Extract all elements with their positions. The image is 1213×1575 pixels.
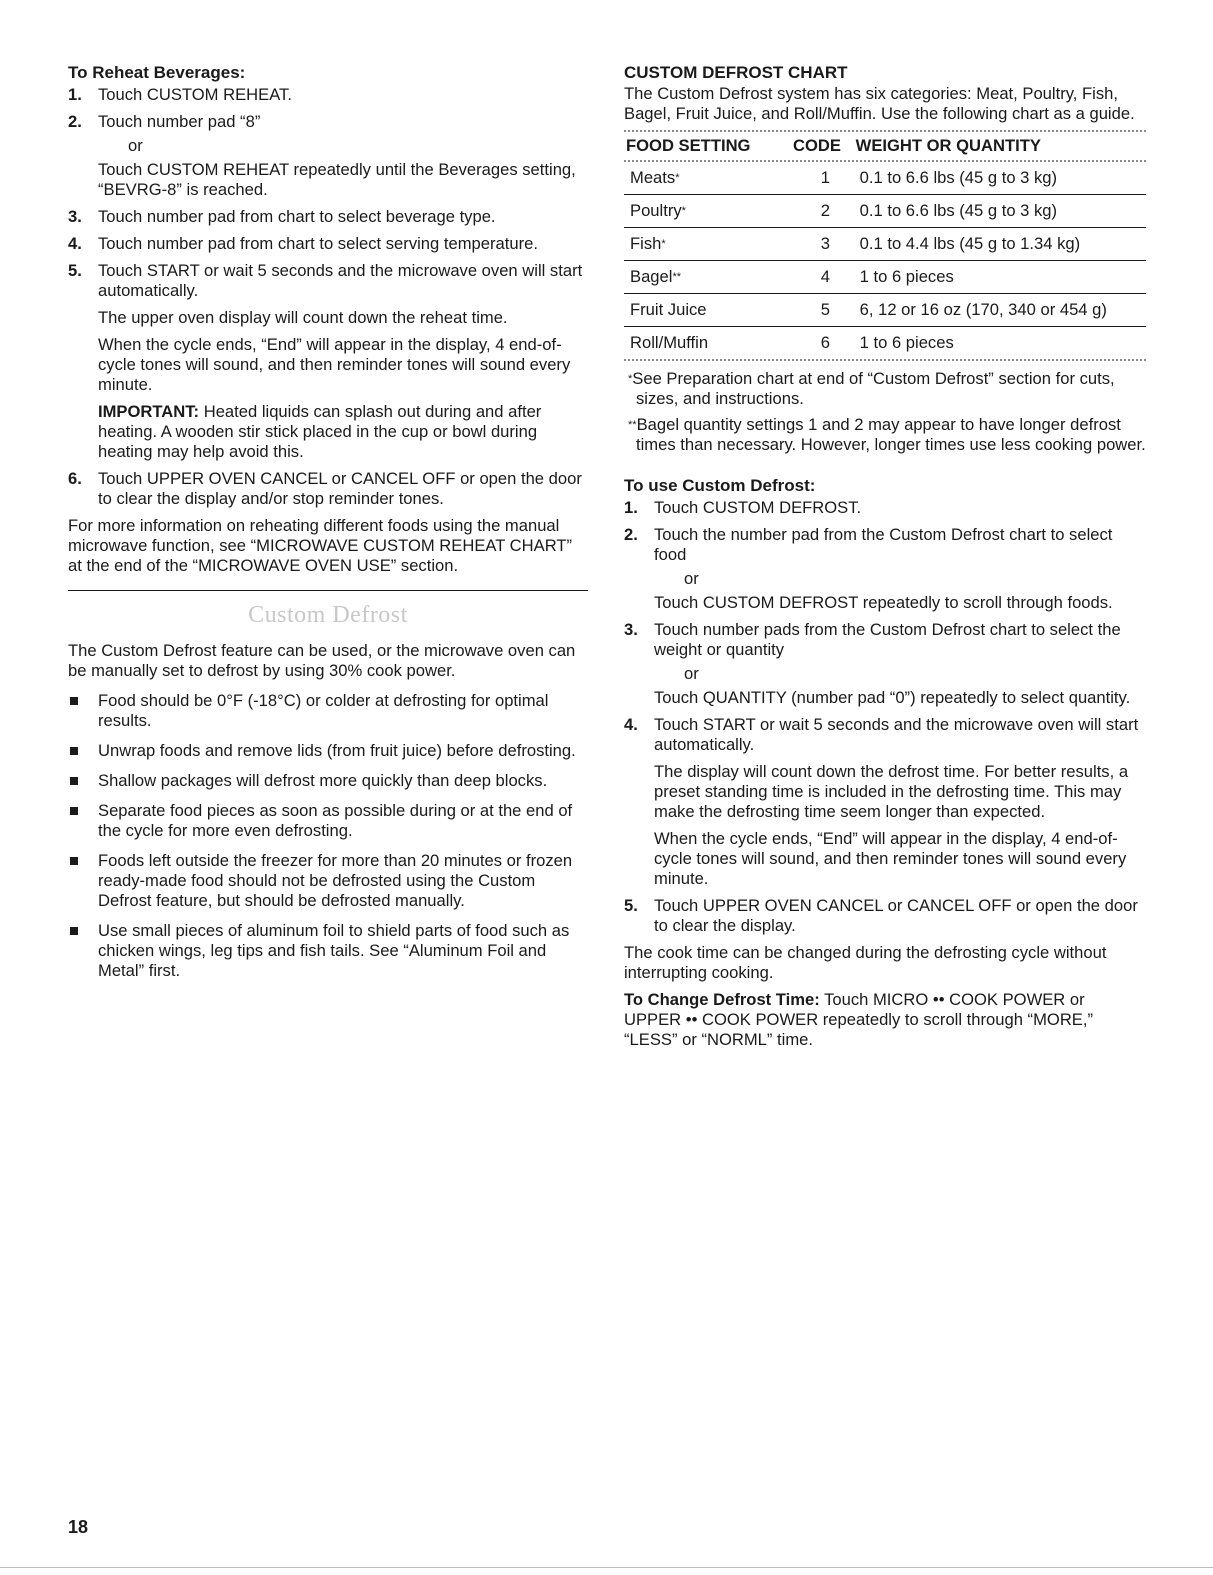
right-column <box>624 62 1146 1050</box>
important-note: IMPORTANT: Heated liquids can splash out during and after heating. A wooden stir stick placed in the cup or bowl during heating may help avoid this. <box>98 402 542 461</box>
custom-defrost-intro: The Custom Defrost feature can be used, or the microwave oven can be manually set to defrost by using 30% cook power. <box>68 641 576 680</box>
reheat-step-4: 4. Touch number pad from chart to select serving temperature. <box>68 234 538 253</box>
defrost-tips-list <box>68 691 588 981</box>
reheat-step-2: 2. Touch number pad “8” or Touch CUSTOM REHEAT repeatedly until the Beverages setting, “BEVRG-8” is reached. <box>68 112 588 200</box>
change-defrost-time-note: To Change Defrost Time: Touch MICRO •• COOK POWER or UPPER •• COOK POWER repeatedly to scroll through “MORE,” “LESS” or “NORML” time. <box>624 990 1094 1049</box>
reheat-step-3: 3. Touch number pad from chart to select beverage type. <box>68 207 496 226</box>
food-cell: Fish* <box>624 228 791 261</box>
weight-cell: 0.1 to 4.4 lbs (45 g to 1.34 kg) <box>854 228 1146 261</box>
use-custom-defrost-heading: To use Custom Defrost: <box>624 476 816 495</box>
custom-defrost-section-title: Custom Defrost <box>248 602 408 628</box>
weight-cell: 6, 12 or 16 oz (170, 340 or 454 g) <box>854 294 1146 327</box>
square-bullet-icon <box>70 927 78 935</box>
step-detail: When the cycle ends, “End” will appear in the display, 4 end-of-cycle tones will sound, and then reminder tones will sound every minute. <box>98 335 571 394</box>
chart-footnote-2: **Bagel quantity settings 1 and 2 may appear to have longer defrost times than necessary. However, longer times use less cooking power. <box>628 415 1146 454</box>
or-separator: or <box>684 664 699 683</box>
list-item: Use small pieces of aluminum foil to shield parts of food such as chicken wings, leg tips and fish tails. See “Aluminum Foil and Metal” first. <box>68 921 588 981</box>
page-bottom-edge <box>0 1567 1213 1568</box>
code-cell: 4 <box>791 261 854 294</box>
list-item: Separate food pieces as soon as possible during or at the end of the cycle for more even defrosting. <box>68 801 588 841</box>
reheat-step-6: 6. Touch UPPER OVEN CANCEL or CANCEL OFF or open the door to clear the display and/or stop reminder tones. <box>68 469 582 508</box>
defrost-step-1: 1. Touch CUSTOM DEFROST. <box>624 498 862 517</box>
reheat-step-5: 5. Touch START or wait 5 seconds and the microwave oven will start automatically. The upper oven display will count down the reheat time. When the cycle ends, “End” will appear in the display, 4 end-of-cycle tones will sound, and then reminder tones will sound every minute. IMPORTANT: Heated liquids can splash out during and after heating. A wooden stir stick placed in the cup or bowl during heating may help avoid this. <box>68 261 588 462</box>
use-defrost-steps <box>624 498 1146 936</box>
reheat-steps <box>68 85 588 509</box>
square-bullet-icon <box>70 777 78 785</box>
defrost-chart-heading: CUSTOM DEFROST CHART <box>624 63 848 82</box>
reheat-beverages-heading: To Reheat Beverages: <box>68 63 246 82</box>
table-header-row <box>624 132 1146 160</box>
table-row <box>624 162 1146 195</box>
chart-footnote-1: *See Preparation chart at end of “Custom Defrost” section for cuts, sizes, and instructions. <box>628 369 1115 408</box>
more-info-paragraph: For more information on reheating different foods using the manual microwave function, see “MICROWAVE CUSTOM REHEAT CHART” at the end of the “MICROWAVE OVEN USE” section. <box>68 516 573 575</box>
table-row <box>624 195 1146 228</box>
code-cell: 1 <box>791 162 854 195</box>
food-cell: Roll/Muffin <box>630 333 709 352</box>
weight-cell: 0.1 to 6.6 lbs (45 g to 3 kg) <box>854 195 1146 228</box>
defrost-step-2: 2. Touch the number pad from the Custom Defrost chart to select food or Touch CUSTOM DEFROST repeatedly to scroll through foods. <box>624 525 1146 613</box>
table-row <box>624 228 1146 261</box>
column-header-code: CODE <box>793 136 841 155</box>
square-bullet-icon <box>70 697 78 705</box>
defrost-step-5: 5. Touch UPPER OVEN CANCEL or CANCEL OFF or open the door to clear the display. <box>624 896 1138 935</box>
food-cell: Poultry* <box>624 195 791 228</box>
table-row <box>624 294 1146 327</box>
weight-cell: 1 to 6 pieces <box>854 261 1146 294</box>
weight-cell: 0.1 to 6.6 lbs (45 g to 3 kg) <box>854 162 1146 195</box>
food-cell: Meats* <box>624 162 791 195</box>
code-cell: 3 <box>791 228 854 261</box>
defrost-chart-intro: The Custom Defrost system has six categories: Meat, Poultry, Fish, Bagel, Fruit Juice, and Roll/Muffin. Use the following chart as a guide. <box>624 84 1135 123</box>
page-number: 18 <box>68 1517 89 1537</box>
step-alternative: Touch QUANTITY (number pad “0”) repeatedly to select quantity. <box>654 688 1131 707</box>
important-label: IMPORTANT: <box>98 402 200 421</box>
list-item: Food should be 0°F (-18°C) or colder at defrosting for optimal results. <box>68 691 588 731</box>
step-alternative: Touch CUSTOM DEFROST repeatedly to scroll through foods. <box>654 593 1113 612</box>
or-separator: or <box>684 569 699 588</box>
weight-cell: 1 to 6 pieces <box>859 333 954 352</box>
reheat-step-1: 1. Touch CUSTOM REHEAT. <box>68 85 292 104</box>
table-row <box>624 261 1146 294</box>
square-bullet-icon <box>70 857 78 865</box>
food-cell: Fruit Juice <box>624 294 791 327</box>
code-cell: 6 <box>820 333 830 352</box>
step-alternative: Touch CUSTOM REHEAT repeatedly until the Beverages setting, “BEVRG-8” is reached. <box>98 160 576 199</box>
square-bullet-icon <box>70 807 78 815</box>
list-item: Unwrap foods and remove lids (from fruit juice) before defrosting. <box>68 741 588 761</box>
cook-time-note: The cook time can be changed during the defrosting cycle without interrupting cooking. <box>624 943 1107 982</box>
food-cell: Bagel** <box>624 261 791 294</box>
defrost-step-3: 3. Touch number pads from the Custom Defrost chart to select the weight or quantity or Touch QUANTITY (number pad “0”) repeatedly to select quantity. <box>624 620 1146 708</box>
column-header-weight: WEIGHT OR QUANTITY <box>855 136 1041 155</box>
list-item: Shallow packages will defrost more quickly than deep blocks. <box>68 771 588 791</box>
or-separator: or <box>128 136 143 155</box>
step-detail: When the cycle ends, “End” will appear in the display, 4 end-of-cycle tones will sound, and then reminder tones will sound every minute. <box>654 829 1127 888</box>
step-detail: The display will count down the defrost time. For better results, a preset standing time is included in the defrosting time. This may make the defrosting time seem longer than expected. <box>654 762 1129 821</box>
column-header-food: FOOD SETTING <box>626 136 751 155</box>
code-cell: 5 <box>791 294 854 327</box>
list-item: Foods left outside the freezer for more than 20 minutes or frozen ready-made food should not be defrosted using the Custom Defrost feature, but should be defrosted manually. <box>68 851 588 911</box>
change-defrost-time-label: To Change Defrost Time: <box>624 990 820 1009</box>
code-cell: 2 <box>791 195 854 228</box>
step-detail: The upper oven display will count down the reheat time. <box>98 308 508 327</box>
defrost-step-4: 4. Touch START or wait 5 seconds and the microwave oven will start automatically. The display will count down the defrost time. For better results, a preset standing time is included in the defrosting time. This may make the defrosting time seem longer than expected. When the cycle ends, “End” will appear in the display, 4 end-of-cycle tones will sound, and then reminder tones will sound every minute. <box>624 715 1146 889</box>
section-divider <box>68 590 588 591</box>
custom-defrost-table <box>624 132 1146 359</box>
table-row <box>624 327 1146 360</box>
left-column <box>68 62 588 991</box>
chart-bottom-border <box>624 359 1146 361</box>
square-bullet-icon <box>70 747 78 755</box>
